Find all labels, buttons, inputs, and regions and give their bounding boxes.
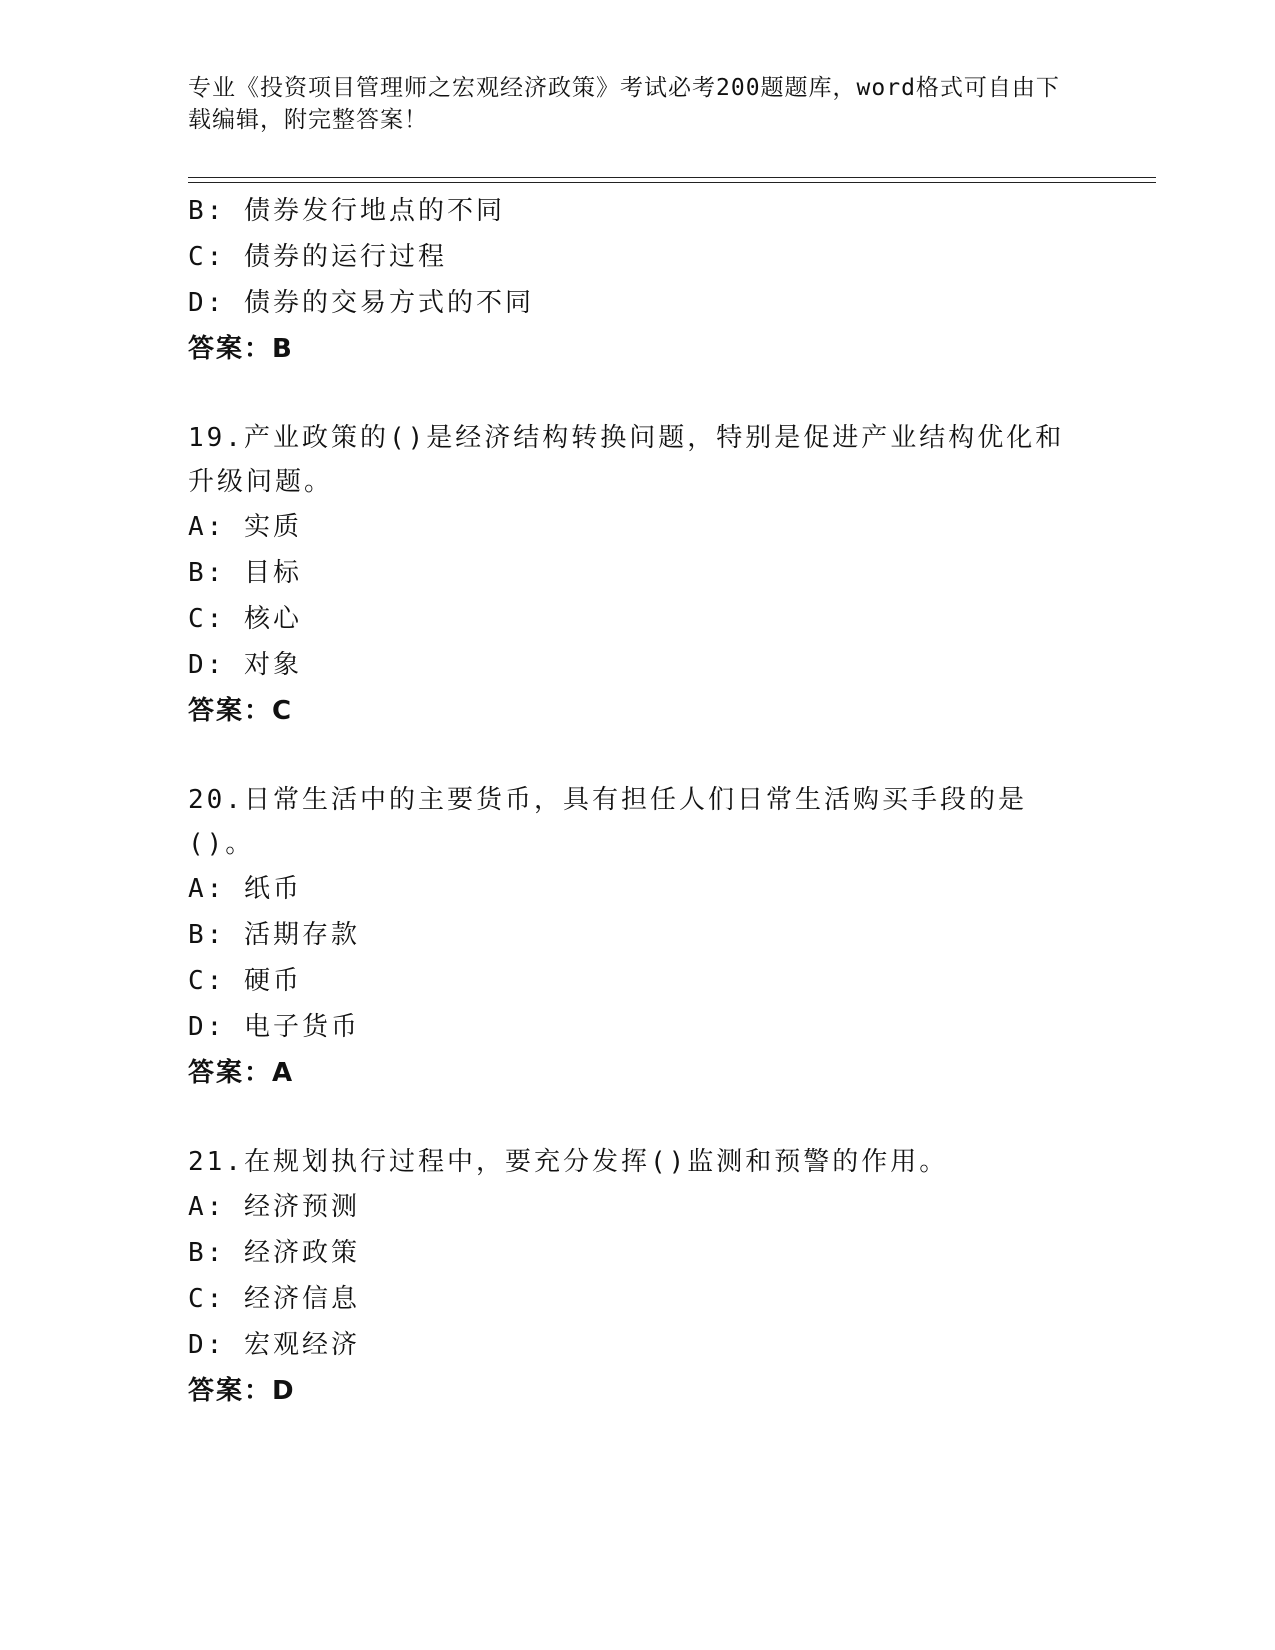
question-list [188, 188, 1088, 1414]
option-b: B: 目标 [188, 558, 302, 588]
option-d: D: 电子货币 [188, 1012, 360, 1042]
option-b: B: 活期存款 [188, 920, 360, 950]
question-20 [188, 778, 1088, 1096]
option-d: D: 宏观经济 [188, 1330, 360, 1360]
question-stem: 19.产业政策的()是经济结构转换问题，特别是促进产业结构优化和升级问题。 [188, 423, 1065, 497]
header-divider-bottom [188, 182, 1156, 183]
question-spacer [188, 734, 1088, 778]
option-a: A: 实质 [188, 512, 302, 542]
option-a: A: 经济预测 [188, 1192, 360, 1222]
question-spacer [188, 1096, 1088, 1140]
option-c: C: 核心 [188, 604, 302, 634]
header-divider-top [188, 177, 1156, 178]
answer-line: 答案：D [188, 1376, 296, 1406]
document-header: 专业《投资项目管理师之宏观经济政策》考试必考200题题库，word格式可自由下载编辑，附完整答案！ [188, 75, 1060, 133]
option-d: D: 债券的交易方式的不同 [188, 288, 534, 318]
answer-line: 答案：B [188, 334, 294, 364]
option-c: C: 经济信息 [188, 1284, 360, 1314]
option-c: C: 硬币 [188, 966, 302, 996]
option-d: D: 对象 [188, 650, 302, 680]
option-a: A: 纸币 [188, 874, 302, 904]
answer-line: 答案：A [188, 1058, 295, 1088]
question-stem: 20.日常生活中的主要货币，具有担任人们日常生活购买手段的是()。 [188, 785, 1027, 859]
option-c: C: 债券的运行过程 [188, 242, 447, 272]
carryover-question [188, 188, 1088, 372]
question-19 [188, 416, 1088, 734]
question-spacer [188, 372, 1088, 416]
option-b: B: 经济政策 [188, 1238, 360, 1268]
answer-line: 答案：C [188, 696, 294, 726]
question-21 [188, 1140, 1088, 1414]
option-b: B: 债券发行地点的不同 [188, 196, 505, 226]
question-stem: 21.在规划执行过程中，要充分发挥()监测和预警的作用。 [188, 1147, 949, 1177]
